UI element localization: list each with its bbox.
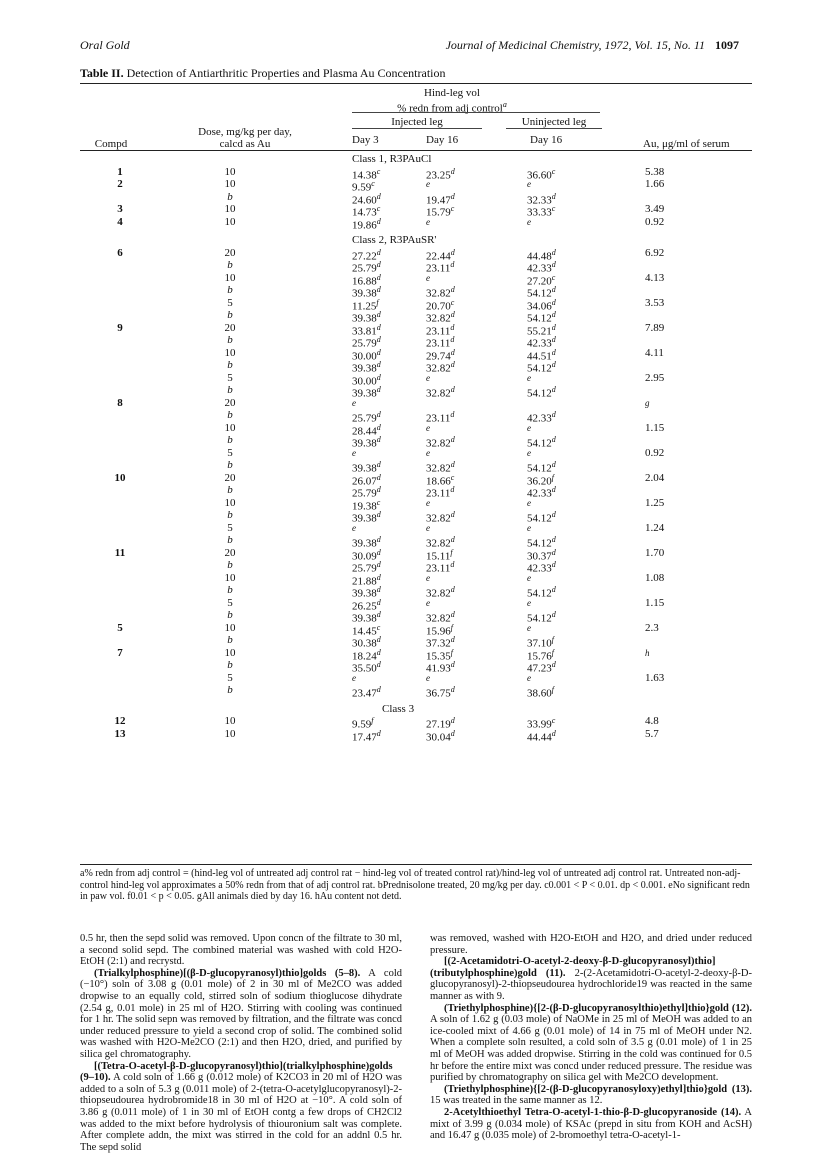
au-cell: 2.3	[645, 621, 659, 634]
table-row	[80, 646, 752, 663]
paragraph-heading: (Trialkylphosphine)[(β-D-glucopyranosyl)thio]golds (5–8).	[94, 967, 361, 979]
day3-cell: 25.79$^d$	[352, 485, 381, 500]
day3-cell: 28.44$^d$	[352, 422, 381, 438]
day3-cell: 39.38$^d$	[352, 360, 381, 375]
table-row	[80, 659, 752, 675]
day16-injected-cell: 32.82$^d$	[426, 460, 455, 475]
day3-cell: 39.38$^d$	[352, 510, 381, 525]
compd-cell: 12	[114, 715, 126, 727]
dose-cell: b	[227, 284, 233, 296]
dose-cell: b	[227, 434, 233, 446]
table-header-rule	[80, 150, 752, 151]
day16-uninjected-cell: 30.37$^d$	[527, 547, 556, 563]
table-row	[80, 571, 752, 588]
day16-injected-cell: 32.82$^d$	[426, 510, 455, 525]
table-row	[80, 309, 752, 325]
day16-uninjected-cell: 33.33$^c$	[527, 204, 556, 219]
dose-cell: 10	[224, 646, 236, 659]
day16-uninjected-cell: 54.12$^d$	[527, 385, 556, 400]
day3-cell: 26.25$^d$	[352, 597, 381, 613]
table-row	[80, 522, 752, 535]
dose-cell: b	[227, 359, 233, 371]
class-heading: Class 3	[382, 702, 415, 715]
day16-injected-cell: 23.11$^d$	[426, 335, 455, 350]
table-row	[80, 596, 752, 613]
table-row	[80, 165, 752, 182]
day3-cell: 39.38$^d$	[352, 435, 381, 450]
table-row	[80, 321, 752, 338]
au-cell: 0.92	[645, 446, 665, 459]
table-row	[80, 334, 752, 350]
dose-cell: 5	[227, 521, 233, 534]
day16-uninjected-cell: 47.23$^d$	[527, 660, 556, 675]
au-cell: g	[645, 397, 650, 408]
day16-injected-cell: 32.82$^d$	[426, 435, 455, 450]
compd-cell: 7	[117, 646, 123, 659]
day3-cell: 39.38$^d$	[352, 285, 381, 300]
table-body	[80, 153, 752, 744]
dose-cell: b	[227, 659, 233, 671]
day16-injected-cell: 20.70$^c$	[426, 297, 455, 313]
day3-cell: 30.00$^d$	[352, 372, 381, 388]
day16-injected-cell: 18.66$^c$	[426, 472, 455, 488]
dose-cell: b	[227, 409, 233, 421]
table-caption-label: Table II.	[80, 66, 124, 80]
body-paragraph: 2-Acetylthioethyl Tetra-O-acetyl-1-thio-β-D-glucopyranoside (14). A mixt of 3.99 g (0.034 mole) of KSAc (prepd in situ from KOH and AcSH) and 16.47 g (0.035 mole) of 2-bromoethyl tetra-O-acetyl-1-	[430, 1106, 752, 1142]
day16-injected-cell: 19.47$^d$	[426, 191, 455, 207]
au-cell: 2.04	[645, 471, 665, 484]
table-row	[80, 421, 752, 438]
table-caption	[80, 66, 446, 81]
day16-injected-cell: 23.11$^d$	[426, 560, 455, 575]
table-row	[80, 346, 752, 363]
au-cell: 6.92	[645, 246, 665, 259]
au-cell: 1.66	[645, 178, 665, 190]
day3-cell: 11.25$^f$	[352, 297, 379, 313]
dose-cell: 20	[224, 246, 236, 259]
au-cell: 1.24	[645, 521, 665, 534]
body-paragraph: (Triethylphosphine){[2-(β-D-glucopyranosylthio)ethyl]thio}gold (12). A soln of 1.62 g (0.03 mole) of NaOMe in 25 ml of MeOH was added to an ice-cooled mixt of 4.66 g (0.01 mole) of 14 in 75 ml of MeOH under N2. When a complete soln resulted, a cold soln of 3.5 g (0.01 mole) of 1 in 25 ml of MeOH was added dropwise. Stirring in the cold was continued for 0.5 hr before the entire mixt was concd under reduced pressure. The residue was purified by chromatography on silica gel with Me2CO development.	[430, 1002, 752, 1084]
running-head-right	[446, 38, 739, 53]
dose-cell: 10	[224, 346, 236, 359]
table-row	[80, 296, 752, 313]
table-row	[80, 684, 752, 700]
day16-uninjected-cell: e	[527, 216, 531, 227]
day16-injected-cell: 22.44$^d$	[426, 247, 455, 263]
table-row	[80, 371, 752, 388]
au-cell: 1.70	[645, 546, 665, 559]
day16-uninjected-cell: 36.20$^f$	[527, 472, 554, 488]
body-column-left	[80, 933, 402, 1153]
compd-header: Compd	[94, 138, 128, 150]
dose-cell: b	[227, 190, 233, 203]
table-row	[80, 534, 752, 550]
table-row	[80, 621, 752, 638]
table-row	[80, 496, 752, 513]
paragraph-heading: [(Tetra-O-acetyl-β-D-glucopyranosyl)thio](trialkylphosphine)golds (9–10).	[80, 1060, 393, 1084]
day16-uninjected-cell: 44.44$^d$	[527, 728, 556, 744]
class-heading-row	[80, 234, 752, 247]
day16-injected-cell: 15.96$^f$	[426, 622, 453, 638]
day16-injected-cell: 36.75$^d$	[426, 685, 455, 700]
day16-injected-cell: e	[426, 672, 430, 683]
day3-cell: 25.79$^d$	[352, 335, 381, 350]
au-header: Au, μg/ml of serum	[643, 138, 730, 150]
day16-uninjected-cell: 42.33$^d$	[527, 560, 556, 575]
table-row	[80, 215, 752, 232]
day3-cell: 30.00$^d$	[352, 347, 381, 363]
day16-uninjected-cell: 54.12$^d$	[527, 585, 556, 600]
table-row	[80, 509, 752, 525]
day16-injected-cell: 32.82$^d$	[426, 360, 455, 375]
day3-cell: 14.45$^c$	[352, 622, 381, 638]
day3-header: Day 3	[352, 134, 379, 146]
dose-cell: b	[227, 484, 233, 496]
dose-cell: b	[227, 459, 233, 471]
dose-cell: 10	[224, 727, 236, 740]
day16-injected-cell: 32.82$^d$	[426, 610, 455, 625]
table-row	[80, 584, 752, 600]
journal-citation: Journal of Medicinal Chemistry, 1972, Vol. 15, No. 11	[445, 38, 705, 52]
class-heading: Class 2, R3PAuSR'	[352, 234, 437, 246]
day16-uninjected-cell: 36.60$^c$	[527, 166, 556, 182]
day3-cell: 21.88$^d$	[352, 572, 381, 588]
paragraph-heading: (Triethylphosphine){[2-(β-D-glucopyranosyloxy)ethyl]thio}gold (13).	[444, 1083, 752, 1095]
day16-injected-cell: 41.93$^d$	[426, 660, 455, 675]
day3-cell: e	[352, 447, 356, 458]
day16-injected-cell: 32.82$^d$	[426, 285, 455, 300]
day16-injected-cell: 32.82$^d$	[426, 585, 455, 600]
day16-uninjected-cell: 42.33$^d$	[527, 410, 556, 425]
day16-uninjected-cell: 42.33$^d$	[527, 485, 556, 500]
day16-uninjected-cell: 54.12$^d$	[527, 360, 556, 375]
table-row	[80, 546, 752, 563]
dose-cell: 10	[224, 715, 236, 727]
day16-injected-cell: 15.35$^f$	[426, 647, 453, 663]
dose-header-line1: Dose, mg/kg per day,	[198, 126, 292, 138]
day3-cell: 39.38$^d$	[352, 585, 381, 600]
uninjected-rule	[506, 128, 602, 129]
dose-cell: b	[227, 309, 233, 321]
table-row	[80, 384, 752, 400]
day16-injected-cell: e	[426, 179, 430, 189]
day16-uninjected-cell: e	[527, 372, 531, 383]
table-row	[80, 397, 752, 410]
day16-injected-cell: 29.74$^d$	[426, 347, 455, 363]
dose-cell: 10	[224, 203, 236, 215]
day16-uninjected-cell: 54.12$^d$	[527, 610, 556, 625]
au-cell: 1.25	[645, 496, 665, 509]
dose-cell: b	[227, 584, 233, 596]
dose-cell: b	[227, 609, 233, 621]
day3-cell: e	[352, 397, 356, 408]
day16-injected-header: Day 16	[426, 134, 459, 146]
day3-cell: 39.38$^d$	[352, 610, 381, 625]
day16-uninjected-cell: 54.12$^d$	[527, 285, 556, 300]
table-row	[80, 727, 752, 744]
table-row	[80, 359, 752, 375]
dose-cell: b	[227, 334, 233, 346]
day16-uninjected-cell: e	[527, 597, 531, 608]
compd-cell: 3	[117, 203, 123, 215]
table-caption-text: Detection of Antiarthritic Properties and Plasma Au Concentration	[126, 66, 446, 80]
day3-cell: 39.38$^d$	[352, 310, 381, 325]
dose-cell: b	[227, 534, 233, 546]
redn-header-text: % redn from adj control	[397, 102, 503, 115]
day16-uninjected-cell: 55.21$^d$	[527, 322, 556, 338]
running-head-left: Oral Gold	[80, 38, 130, 52]
redn-header-sup: a	[502, 100, 507, 109]
class-heading: Class 1, R3PAuCl	[352, 153, 432, 165]
body-paragraph: (Trialkylphosphine)[(β-D-glucopyranosyl)thio]golds (5–8). A cold (−10°) soln of 3.08 g (0.01 mole) of 2 in 30 ml of Me2CO was added dropwise to an equally cold, stirred soln of sodium thioglucose dihydrate (2.54 g, 0.01 mole) in 25 ml of H2O. Stirring with cooling was continued for 1 hr. The solid sepn was removed by filtration, and the filtrate was concd under reduced pressure to yield a second crop of solid. The combined solid was washed with H2O-Me2CO (2:1) and then H2O, dried, and purified by silica gel chromatography.	[80, 967, 402, 1060]
day3-cell: 9.59$^c$	[352, 179, 375, 194]
day3-cell: 19.86$^d$	[352, 216, 381, 232]
day16-injected-cell: 15.79$^c$	[426, 204, 455, 219]
injected-header: Injected leg	[391, 116, 443, 128]
dose-cell: 10	[224, 271, 236, 284]
table-row	[80, 484, 752, 500]
day3-cell: 24.60$^d$	[352, 191, 381, 207]
table-row	[80, 409, 752, 425]
dose-cell: b	[227, 384, 233, 396]
dose-cell: 5	[227, 596, 233, 609]
day16-uninjected-cell: e	[527, 179, 531, 189]
day3-cell: 14.38$^c$	[352, 166, 381, 182]
dose-cell: 5	[227, 671, 233, 684]
table-row	[80, 259, 752, 275]
table-row	[80, 434, 752, 450]
au-cell: 0.92	[645, 215, 665, 228]
table-row	[80, 203, 752, 219]
day16-injected-cell: e	[426, 447, 430, 458]
au-cell: 3.53	[645, 296, 665, 309]
day16-uninjected-cell: 54.12$^d$	[527, 460, 556, 475]
day16-uninjected-cell: 54.12$^d$	[527, 435, 556, 450]
day3-cell: 18.24$^d$	[352, 647, 381, 663]
table-top-rule	[80, 83, 752, 84]
day16-uninjected-cell: 44.48$^d$	[527, 247, 556, 263]
table-row	[80, 190, 752, 207]
body-column-right	[430, 933, 752, 1142]
day16-injected-cell: e	[426, 497, 430, 508]
au-cell: 2.95	[645, 371, 665, 384]
day16-uninjected-cell: 15.76$^f$	[527, 647, 554, 663]
day3-cell: 33.81$^d$	[352, 322, 381, 338]
body-paragraph: [(2-Acetamidotri-O-acetyl-2-deoxy-β-D-glucopyranosyl)thio](tributylphosphine)gold (11). 2-(2-Acetamidotri-O-acetyl-2-deoxy-β-D-glucopyranosyl)-2-thiopseudourea hydrochloride19 was reacted in the same manner as with 9.	[430, 956, 752, 1002]
day3-cell: e	[352, 672, 356, 683]
day16-injected-cell: e	[426, 216, 430, 227]
day3-cell: 17.47$^d$	[352, 728, 381, 744]
dose-cell: b	[227, 259, 233, 271]
day3-cell: 25.79$^d$	[352, 260, 381, 275]
table-row	[80, 672, 752, 685]
table-footnote: a% redn from adj control = (hind-leg vol of untreated adj control rat − hind-leg vol of treated control rat)/hind-leg vol of untreated adj control rat. Untreated non-adj-control hind-leg vol approximates a 50% redn from that of adj control rat. bPrednisolone treated, 20 mg/kg per day. c0.001 < P < 0.01. dp < 0.001. eNo significant redn in paw vol. f0.01 < p < 0.05. gAll animals died by day 16. hAu content not detd.	[80, 868, 750, 902]
day16-uninjected-cell: 38.60$^f$	[527, 685, 554, 700]
au-cell: 4.13	[645, 271, 665, 284]
dose-header-line2: calcd as Au	[219, 138, 271, 150]
table-row	[80, 459, 752, 475]
table-row	[80, 609, 752, 625]
table-bottom-rule	[80, 864, 752, 865]
day3-cell: 23.47$^d$	[352, 685, 381, 700]
day16-injected-cell: 37.32$^d$	[426, 635, 455, 650]
day16-uninjected-cell: 34.06$^d$	[527, 297, 556, 313]
day16-uninjected-cell: 42.33$^d$	[527, 260, 556, 275]
day3-cell: 39.38$^d$	[352, 385, 381, 400]
dose-cell: 5	[227, 296, 233, 309]
day16-uninjected-cell: e	[527, 572, 531, 583]
day16-injected-cell: 23.11$^d$	[426, 485, 455, 500]
day3-cell: 26.07$^d$	[352, 472, 381, 488]
au-cell: h	[645, 647, 650, 658]
day3-cell: e	[352, 522, 356, 533]
table-row	[80, 284, 752, 300]
day3-cell: 9.59$^f$	[352, 716, 374, 731]
au-cell: 4.11	[645, 346, 664, 359]
day3-cell: 35.50$^d$	[352, 660, 381, 675]
paragraph-heading: 2-Acetylthioethyl Tetra-O-acetyl-1-thio-β-D-glucopyranoside (14).	[444, 1106, 742, 1118]
au-cell: 7.89	[645, 321, 665, 334]
table-row	[80, 715, 752, 731]
compd-cell: 8	[117, 396, 123, 409]
table-row	[80, 271, 752, 288]
dose-cell: b	[227, 559, 233, 571]
day16-injected-cell: 23.11$^d$	[426, 322, 455, 338]
dose-cell: 10	[224, 421, 236, 434]
compd-cell: 4	[117, 215, 123, 228]
dose-cell: 20	[224, 396, 236, 409]
day16-injected-cell: 32.82$^d$	[426, 535, 455, 550]
page-number: 1097	[715, 38, 739, 52]
au-cell: 1.08	[645, 571, 665, 584]
day16-uninjected-cell: e	[527, 622, 531, 633]
day16-injected-cell: 23.11$^d$	[426, 260, 455, 275]
day16-uninjected-cell: e	[527, 497, 531, 508]
dose-cell: 10	[224, 571, 236, 584]
day16-uninjected-header: Day 16	[530, 134, 563, 146]
table-row	[80, 246, 752, 263]
au-cell: 1.15	[645, 421, 665, 434]
day16-injected-cell: e	[426, 572, 430, 583]
paragraph-heading: (Triethylphosphine){[2-(β-D-glucopyranosylthio)ethyl]thio}gold (12).	[444, 1002, 752, 1014]
hindleg-header: Hind-leg vol	[424, 87, 480, 99]
dose-cell: 10	[224, 496, 236, 509]
compd-cell: 9	[117, 321, 123, 334]
day3-cell: 25.79$^d$	[352, 410, 381, 425]
class-heading-row	[80, 703, 752, 716]
day16-injected-cell: 30.04$^d$	[426, 728, 455, 744]
day16-injected-cell: e	[426, 597, 430, 608]
day16-injected-cell: 32.82$^d$	[426, 310, 455, 325]
dose-cell: b	[227, 684, 233, 696]
injected-rule	[352, 128, 482, 129]
day3-cell: 14.73$^c$	[352, 204, 381, 219]
table-row	[80, 178, 752, 194]
au-cell: 1.15	[645, 596, 665, 609]
paragraph-heading: [(2-Acetamidotri-O-acetyl-2-deoxy-β-D-glucopyranosyl)thio](tributylphosphine)gold (11).	[430, 956, 716, 979]
dose-cell: 20	[224, 321, 236, 334]
dose-cell: 10	[224, 165, 236, 178]
day16-uninjected-cell: e	[527, 522, 531, 533]
day3-cell: 30.38$^d$	[352, 635, 381, 650]
day16-uninjected-cell: 32.33$^d$	[527, 191, 556, 207]
dose-cell: b	[227, 509, 233, 521]
day3-cell: 25.79$^d$	[352, 560, 381, 575]
day16-uninjected-cell: e	[527, 447, 531, 458]
dose-cell: 10	[224, 621, 236, 634]
compd-cell: 10	[114, 471, 126, 484]
dose-cell: 20	[224, 546, 236, 559]
day16-uninjected-cell: e	[527, 672, 531, 683]
day3-cell: 30.09$^d$	[352, 547, 381, 563]
day16-injected-cell: e	[426, 272, 430, 283]
table-row	[80, 471, 752, 488]
day16-uninjected-cell: 54.12$^d$	[527, 510, 556, 525]
day16-injected-cell: e	[426, 522, 430, 533]
body-paragraph: [(Tetra-O-acetyl-β-D-glucopyranosyl)thio](trialkylphosphine)golds (9–10). A cold soln of 1.66 g (0.012 mole) of K2CO3 in 20 ml of H2O was added to a soln of 5.3 g (0.011 mole) of 2-(tetra-O-acetylglucopyranosyl)-2-thiopseudourea hydrobromide18 in 30 ml of H2O at −10°. A cold soln of 3.86 g (0.011 mole) of 1 in 30 ml of EtOH contg a few drops of CH2Cl2 was added to the mixt before hydrolysis of thiouronium salt was complete. After complete addn, the mixt was stirred in the cold for an addnl 0.5 hr. The sepd solid	[80, 1060, 402, 1153]
day16-injected-cell: e	[426, 372, 430, 383]
day16-injected-cell: 15.11$^f$	[426, 547, 453, 563]
uninjected-header: Uninjected leg	[521, 116, 587, 128]
dose-cell: 5	[227, 446, 233, 459]
hindleg-rule	[352, 112, 600, 113]
day16-injected-cell: 23.25$^d$	[426, 166, 455, 182]
body-paragraph: was removed, washed with H2O-EtOH and H2O, and dried under reduced pressure.	[430, 933, 752, 956]
compd-cell: 1	[117, 165, 123, 178]
day16-uninjected-cell: 37.10$^f$	[527, 635, 554, 650]
dose-cell: 20	[224, 471, 236, 484]
dose-cell: 5	[227, 371, 233, 384]
day16-uninjected-cell: 44.51$^d$	[527, 347, 556, 363]
day16-uninjected-cell: 54.12$^d$	[527, 535, 556, 550]
day16-uninjected-cell: 42.33$^d$	[527, 335, 556, 350]
class-heading-row	[80, 153, 752, 166]
body-paragraph: 0.5 hr, then the sepd solid was removed. Upon concn of the filtrate to 30 ml, a second solid sepd. The combined material was washed with cold H2O-EtOH (2:1) and recrystd.	[80, 933, 402, 968]
dose-cell: b	[227, 634, 233, 646]
dose-cell: 10	[224, 178, 236, 190]
day3-cell: 39.38$^d$	[352, 460, 381, 475]
day16-uninjected-cell: 54.12$^d$	[527, 310, 556, 325]
table-row	[80, 447, 752, 460]
day3-cell: 27.22$^d$	[352, 247, 381, 263]
compd-cell: 6	[117, 246, 123, 259]
compd-cell: 13	[114, 727, 126, 740]
day16-uninjected-cell: 27.20$^c$	[527, 272, 556, 288]
au-cell: 5.7	[645, 727, 659, 740]
au-cell: 1.63	[645, 671, 665, 684]
dose-cell: 10	[224, 215, 236, 228]
au-cell: 3.49	[645, 203, 665, 215]
table-row	[80, 634, 752, 650]
day3-cell: 39.38$^d$	[352, 535, 381, 550]
au-cell: 5.38	[645, 165, 665, 178]
day16-injected-cell: 23.11$^d$	[426, 410, 455, 425]
day16-injected-cell: 32.82$^d$	[426, 385, 455, 400]
au-cell: 4.8	[645, 715, 659, 727]
table-row	[80, 559, 752, 575]
day16-injected-cell: 27.19$^d$	[426, 716, 455, 731]
day3-cell: 19.38$^c$	[352, 497, 381, 513]
day16-uninjected-cell: e	[527, 422, 531, 433]
day16-uninjected-cell: 33.99$^c$	[527, 716, 556, 731]
compd-cell: 11	[114, 546, 126, 559]
day3-cell: 16.88$^d$	[352, 272, 381, 288]
compd-cell: 5	[117, 621, 123, 634]
compd-cell: 2	[117, 178, 123, 190]
body-paragraph: (Triethylphosphine){[2-(β-D-glucopyranosyloxy)ethyl]thio}gold (13). 15 was treated in the same manner as 12.	[430, 1083, 752, 1107]
day16-injected-cell: e	[426, 422, 430, 433]
